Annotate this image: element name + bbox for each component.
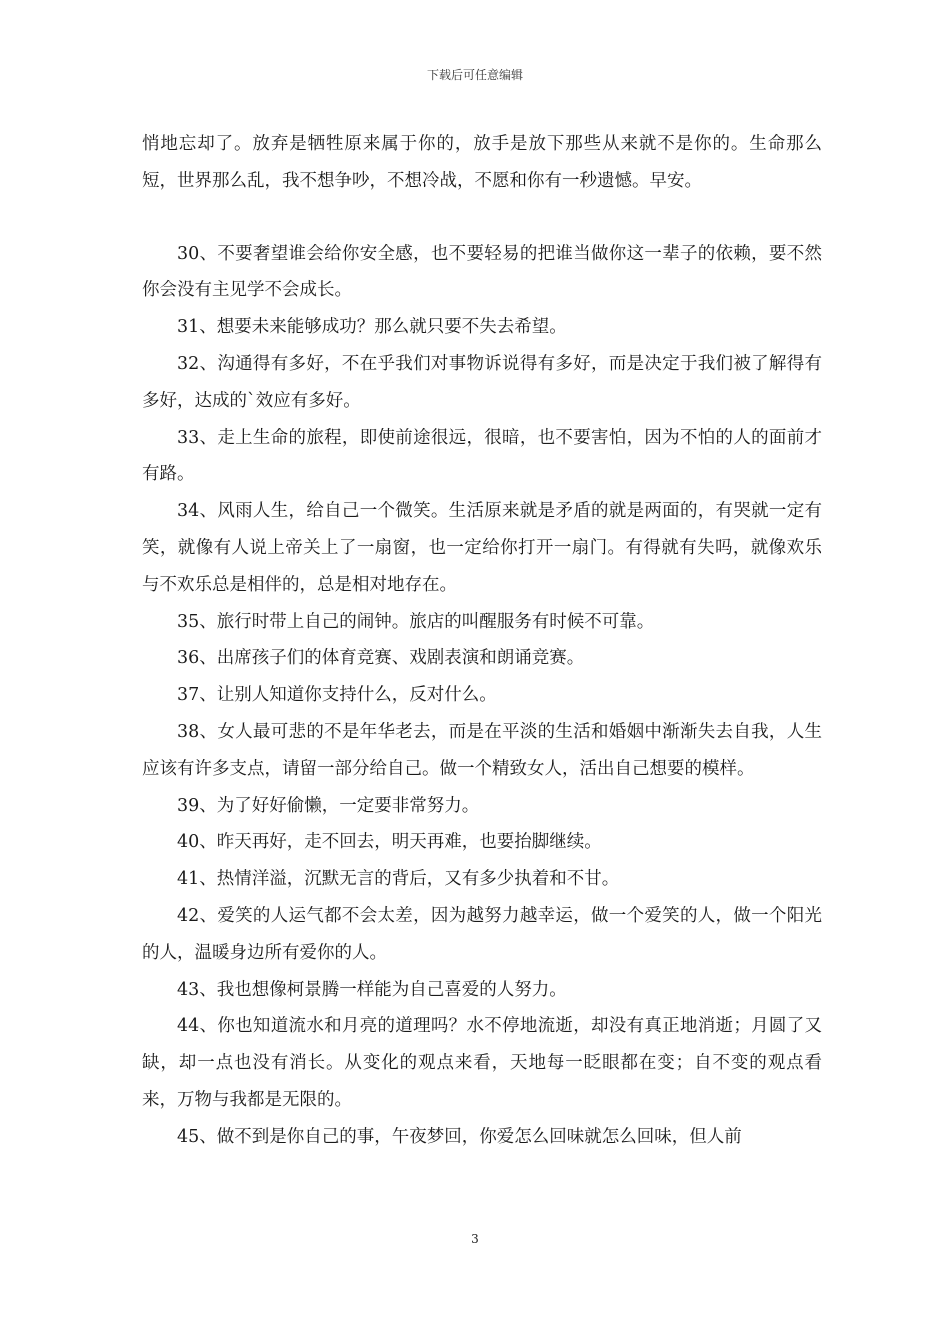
paragraph-40: 40、昨天再好，走不回去，明天再难，也要抬脚继续。 (177, 832, 602, 853)
paragraph-42: 42、爱笑的人运气都不会太差，因为越努力越幸运，做一个爱笑的人，做一个阳光的人，温暖身边所有爱你的人。 (142, 905, 822, 963)
paragraph-39: 39、为了好好偷懒，一定要非常努力。 (177, 795, 480, 816)
paragraph-32: 32、沟通得有多好，不在乎我们对事物诉说得有多好，而是决定于我们被了解得有多好，达成的`效应有多好。 (142, 353, 822, 411)
paragraph-gap (142, 200, 822, 236)
paragraph-37: 37、让别人知道你支持什么，反对什么。 (177, 685, 497, 706)
paragraph-36: 36、出席孩子们的体育竞赛、戏剧表演和朗诵竞赛。 (177, 648, 585, 669)
paragraph-44: 44、你也知道流水和月亮的道理吗？水不停地流逝，却没有真正地消逝；月圆了又缺，却一点也没有消长。从变化的观点来看，天地每一眨眼都在变；自不变的观点看来，万物与我都是无限的。 (142, 1016, 822, 1110)
paragraph-30: 30、不要奢望谁会给你安全感，也不要轻易的把谁当做你这一辈子的依赖，要不然你会没有主见学不会成长。 (142, 243, 822, 301)
paragraph-31: 31、想要未来能够成功？那么就只要不失去希望。 (177, 317, 567, 338)
paragraph-41: 41、热情洋溢，沉默无言的背后，又有多少执着和不甘。 (177, 869, 620, 890)
page-number: 3 (471, 1232, 479, 1246)
paragraph-43: 43、我也想像柯景腾一样能为自己喜爱的人努力。 (177, 979, 567, 1000)
paragraph-33: 33、走上生命的旅程，即使前途很远，很暗，也不要害怕，因为不怕的人的面前才有路。 (142, 427, 822, 485)
paragraph-35: 35、旅行时带上自己的闹钟。旅店的叫醒服务有时候不可靠。 (177, 611, 655, 632)
paragraph-34: 34、风雨人生，给自己一个微笑。生活原来就是矛盾的就是两面的，有哭就一定有笑，就像有人说上帝关上了一扇窗，也一定给你打开一扇门。有得就有失吗，就像欢乐与不欢乐总是相伴的，总是相对地存在。 (142, 501, 822, 595)
paragraph-45: 45、做不到是你自己的事，午夜梦回，你爱怎么回味就怎么回味，但人前 (177, 1126, 742, 1147)
paragraph-38: 38、女人最可悲的不是年华老去，而是在平淡的生活和婚姻中渐渐失去自我，人生应该有许多支点，请留一部分给自己。做一个精致女人，活出自己想要的模样。 (142, 721, 822, 779)
paragraph-continuation: 悄地忘却了。放弃是牺牲原来属于你的，放手是放下那些从来就不是你的。生命那么短，世界那么乱，我不想争吵，不想冷战，不愿和你有一秒遗憾。早安。 (142, 134, 822, 191)
page-header: 下载后可任意编辑 (426, 68, 523, 82)
document-body (142, 126, 822, 1156)
